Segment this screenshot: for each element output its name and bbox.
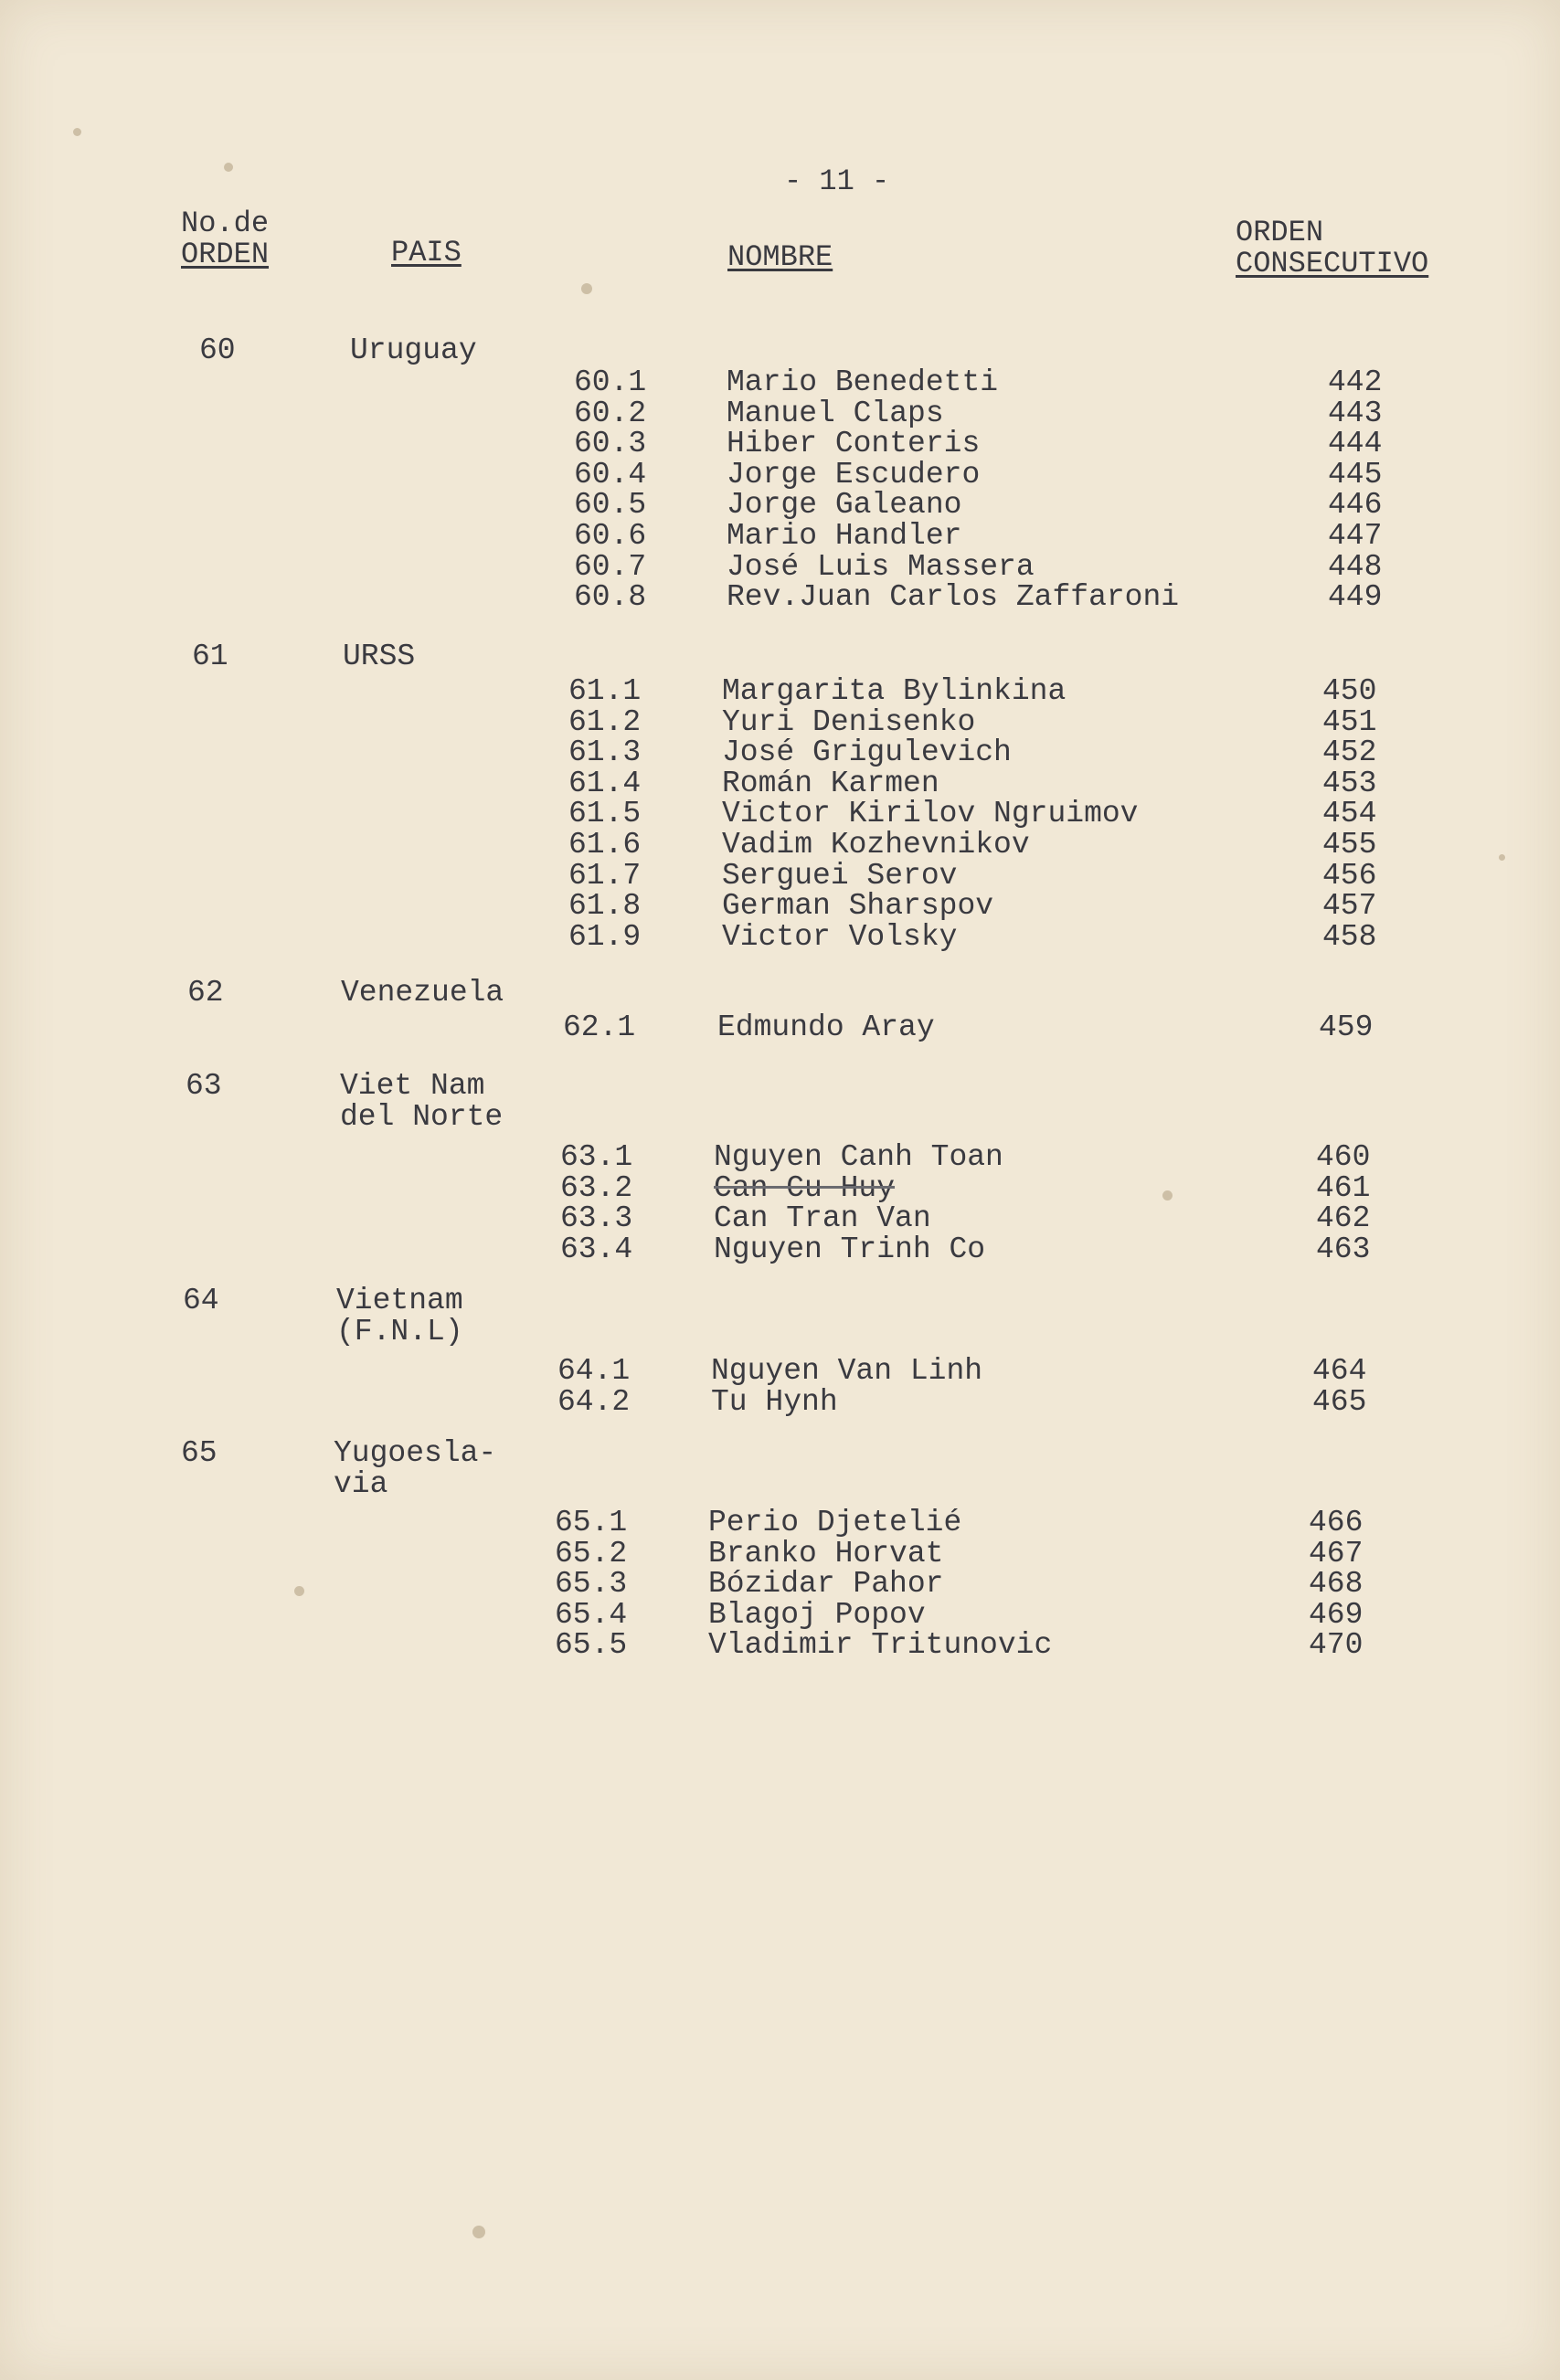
person-consecutive-number: 459 xyxy=(1319,1010,1374,1044)
person-name: Yuri Denisenko xyxy=(722,704,976,739)
person-row xyxy=(0,521,1560,552)
country-number: 65 xyxy=(181,1436,218,1470)
country-number: 60 xyxy=(199,333,236,367)
person-consecutive-number: 466 xyxy=(1309,1506,1364,1539)
person-consecutive-number: 448 xyxy=(1328,549,1383,584)
person-name: Román Karmen xyxy=(722,766,939,800)
country-number: 64 xyxy=(183,1284,219,1317)
person-consecutive-number: 452 xyxy=(1322,735,1377,770)
person-name: Edmundo Aray xyxy=(717,1010,935,1044)
country-number: 62 xyxy=(187,976,224,1010)
person-name: Blagoj Popov xyxy=(708,1597,926,1632)
person-row xyxy=(0,549,1560,584)
person-consecutive-number: 460 xyxy=(1316,1140,1371,1174)
person-row xyxy=(0,1384,1560,1419)
country-name-line: Uruguay xyxy=(350,333,477,367)
person-row xyxy=(0,398,1560,429)
person-consecutive-number: 443 xyxy=(1328,396,1383,430)
country-name xyxy=(340,1071,559,1133)
header-nombre-label: NOMBRE xyxy=(727,240,833,274)
person-row xyxy=(0,1630,1560,1661)
person-consecutive-number: 465 xyxy=(1312,1384,1367,1419)
person-name: Rev.Juan Carlos Zaffaroni xyxy=(727,580,1180,615)
person-name: Victor Kirilov Ngruimov xyxy=(722,797,1139,831)
person-row xyxy=(0,1142,1560,1173)
country-name xyxy=(334,1438,553,1500)
person-code: 61.7 xyxy=(568,858,642,893)
person-consecutive-number: 457 xyxy=(1322,889,1377,924)
person-row xyxy=(0,582,1560,613)
person-row xyxy=(0,768,1560,799)
person-row xyxy=(0,919,1560,954)
person-consecutive-number: 447 xyxy=(1328,519,1383,553)
person-row xyxy=(0,367,1560,398)
country-name-line: (F.N.L) xyxy=(336,1315,463,1349)
person-name: Mario Benedetti xyxy=(727,365,999,399)
person-row xyxy=(0,704,1560,739)
header-orden-line1: ORDEN xyxy=(1236,216,1324,249)
header-orden-line2: CONSECUTIVO xyxy=(1236,247,1429,280)
person-consecutive-number: 458 xyxy=(1322,919,1377,954)
person-code: 60.1 xyxy=(574,365,647,399)
person-name: Jorge Galeano xyxy=(727,488,962,523)
person-code: 65.3 xyxy=(555,1567,628,1602)
person-row xyxy=(0,830,1560,861)
person-name: Nguyen Canh Toan xyxy=(714,1140,1003,1174)
header-no-orden-line1: No.de xyxy=(181,206,270,240)
person-code: 60.6 xyxy=(574,519,647,553)
country-name xyxy=(350,335,569,366)
person-row xyxy=(0,428,1560,460)
person-code: 60.5 xyxy=(574,488,647,523)
person-row xyxy=(0,799,1560,830)
person-name: Can Cu Huy xyxy=(714,1170,896,1205)
country-name-line: URSS xyxy=(343,640,416,673)
person-row xyxy=(0,1170,1560,1205)
header-pais-label: PAIS xyxy=(391,236,462,270)
person-name: Tu Hynh xyxy=(711,1384,838,1419)
header-no-orden-line2: ORDEN xyxy=(181,238,270,271)
person-consecutive-number: 461 xyxy=(1316,1170,1371,1205)
person-name: Vadim Kozhevnikov xyxy=(722,828,1030,862)
person-name: Mario Handler xyxy=(727,519,962,553)
person-code: 60.4 xyxy=(574,457,647,492)
person-code: 61.1 xyxy=(568,674,642,708)
person-name: German Sharspov xyxy=(722,889,994,924)
person-name: Nguyen Trinh Co xyxy=(714,1232,986,1266)
person-row xyxy=(0,1012,1560,1043)
person-consecutive-number: 463 xyxy=(1316,1232,1371,1266)
country-name-line: del Norte xyxy=(340,1100,504,1134)
person-consecutive-number: 470 xyxy=(1309,1628,1364,1663)
person-consecutive-number: 468 xyxy=(1309,1567,1364,1602)
person-code: 65.4 xyxy=(555,1597,628,1632)
person-consecutive-number: 449 xyxy=(1328,580,1383,615)
person-consecutive-number: 446 xyxy=(1328,488,1383,523)
person-consecutive-number: 456 xyxy=(1322,858,1377,893)
person-code: 63.3 xyxy=(560,1201,633,1236)
country-name-line: Viet Nam xyxy=(340,1069,485,1103)
person-row xyxy=(0,1507,1560,1539)
person-code: 65.1 xyxy=(555,1506,628,1539)
country-number: 61 xyxy=(192,640,228,673)
person-code: 65.2 xyxy=(555,1536,628,1571)
person-row xyxy=(0,1569,1560,1600)
person-row xyxy=(0,457,1560,492)
person-name: José Luis Massera xyxy=(727,549,1035,584)
person-row xyxy=(0,737,1560,768)
person-code: 63.2 xyxy=(560,1170,633,1205)
country-name xyxy=(343,641,562,672)
person-name: Serguei Serov xyxy=(722,858,958,893)
person-row xyxy=(0,1597,1560,1632)
person-code: 61.2 xyxy=(568,704,642,739)
person-consecutive-number: 450 xyxy=(1322,674,1377,708)
page-number: - 11 - xyxy=(784,164,890,198)
person-code: 64.1 xyxy=(557,1354,631,1388)
person-consecutive-number: 467 xyxy=(1309,1536,1364,1571)
person-name: Bózidar Pahor xyxy=(708,1567,944,1602)
person-consecutive-number: 455 xyxy=(1322,828,1377,862)
person-consecutive-number: 469 xyxy=(1309,1597,1364,1632)
person-code: 61.6 xyxy=(568,828,642,862)
person-row xyxy=(0,676,1560,707)
person-name: Manuel Claps xyxy=(727,396,944,430)
person-row xyxy=(0,858,1560,893)
person-code: 61.8 xyxy=(568,889,642,924)
person-code: 60.8 xyxy=(574,580,647,615)
country-name-line: Vietnam xyxy=(336,1284,463,1317)
person-name: Can Tran Van xyxy=(714,1201,931,1236)
country-name-line: Venezuela xyxy=(341,976,504,1010)
person-name: Victor Volsky xyxy=(722,919,958,954)
person-code: 61.9 xyxy=(568,919,642,954)
country-name xyxy=(336,1285,556,1348)
person-consecutive-number: 444 xyxy=(1328,427,1383,461)
person-row xyxy=(0,1203,1560,1234)
person-consecutive-number: 451 xyxy=(1322,704,1377,739)
person-code: 65.5 xyxy=(555,1628,628,1663)
country-name-line: via xyxy=(334,1467,388,1501)
person-name: Branko Horvat xyxy=(708,1536,944,1571)
person-code: 64.2 xyxy=(557,1384,631,1419)
person-code: 63.1 xyxy=(560,1140,633,1174)
person-name: Margarita Bylinkina xyxy=(722,674,1067,708)
person-code: 61.5 xyxy=(568,797,642,831)
person-name: Vladimir Tritunovic xyxy=(708,1628,1053,1663)
person-consecutive-number: 464 xyxy=(1312,1354,1367,1388)
person-code: 63.4 xyxy=(560,1232,633,1266)
country-number: 63 xyxy=(186,1069,222,1103)
person-name: José Grigulevich xyxy=(722,735,1012,770)
person-code: 62.1 xyxy=(563,1010,636,1044)
person-row xyxy=(0,1536,1560,1571)
person-name: Perio Djetelié xyxy=(708,1506,962,1539)
person-name: Hiber Conteris xyxy=(727,427,981,461)
person-code: 61.3 xyxy=(568,735,642,770)
person-consecutive-number: 454 xyxy=(1322,797,1377,831)
person-name: Nguyen Van Linh xyxy=(711,1354,983,1388)
person-consecutive-number: 442 xyxy=(1328,365,1383,399)
person-consecutive-number: 462 xyxy=(1316,1201,1371,1236)
person-row xyxy=(0,1356,1560,1387)
person-row xyxy=(0,1234,1560,1265)
person-consecutive-number: 445 xyxy=(1328,457,1383,492)
person-code: 60.2 xyxy=(574,396,647,430)
country-name-line: Yugoesla- xyxy=(334,1436,497,1470)
person-row xyxy=(0,891,1560,922)
person-code: 60.7 xyxy=(574,549,647,584)
country-name xyxy=(341,978,560,1009)
person-consecutive-number: 453 xyxy=(1322,766,1377,800)
person-code: 61.4 xyxy=(568,766,642,800)
person-code: 60.3 xyxy=(574,427,647,461)
person-name: Jorge Escudero xyxy=(727,457,981,492)
person-row xyxy=(0,490,1560,521)
